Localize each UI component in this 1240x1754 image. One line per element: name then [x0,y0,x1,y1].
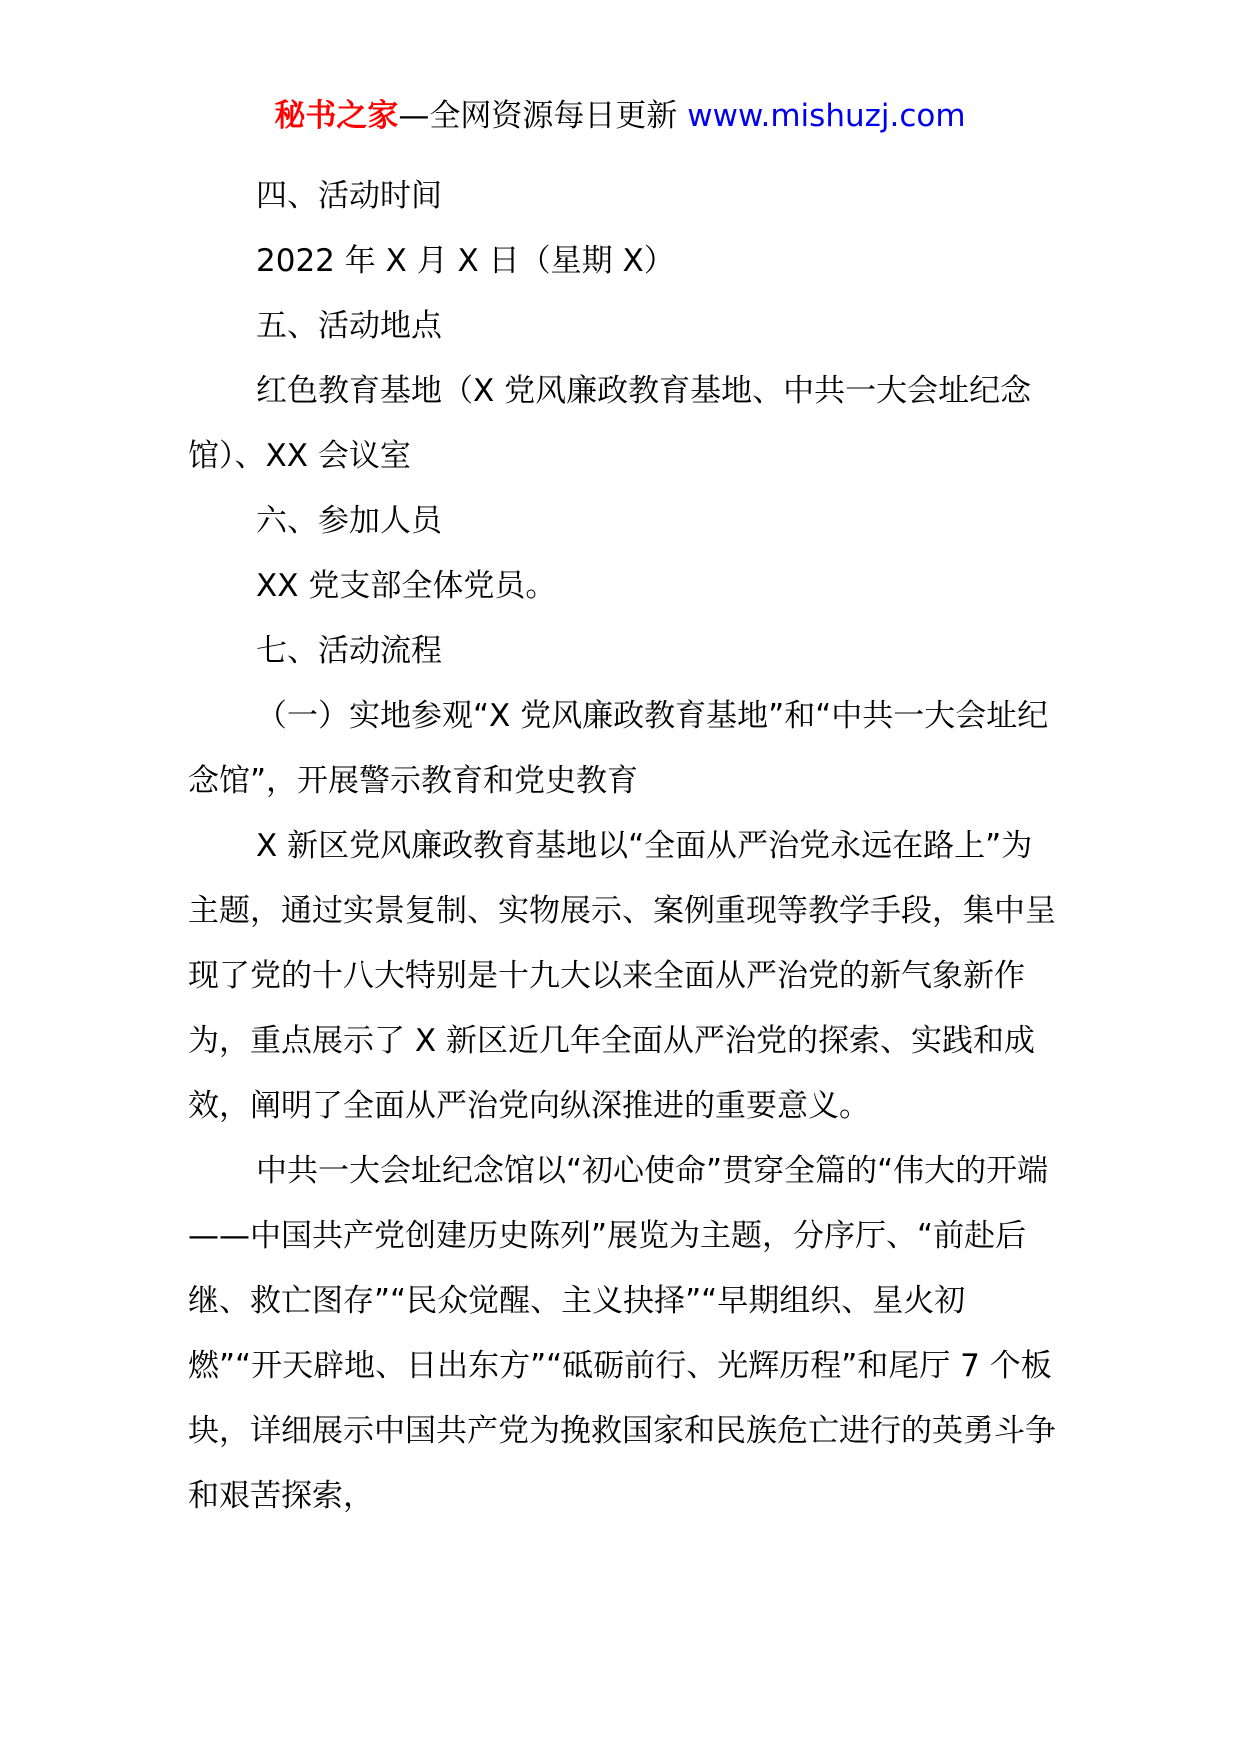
activity-participants: XX 党支部全体党员。 [256,568,557,604]
section-heading-process: 七、活动流程 [256,633,442,669]
site-url-link[interactable]: www.mishuzj.com [687,98,966,134]
activity-location: 红色教育基地（X 党风廉政教育基地、中共一大会址纪念馆）、XX 会议室 [188,373,1032,474]
site-tagline: —全网资源每日更新 [398,98,688,134]
document-body [188,164,1058,1529]
section-heading-location: 五、活动地点 [256,308,442,344]
page-header [0,96,1240,136]
subsection-heading-visit: （一）实地参观“X 党风廉政教育基地”和“中共一大会址纪念馆”，开展警示教育和党史教育 [188,698,1049,799]
site-brand: 秘书之家 [274,98,399,134]
body-paragraph: 中共一大会址纪念馆以“初心使命”贯穿全篇的“伟大的开端——中国共产党创建历史陈列”展览为主题，分序厅、“前赴后继、救亡图存”“民众觉醒、主义抉择”“早期组织、星火初燃”“开天辟地、日出东方”“砥砺前行、光辉历程”和尾厅 7 个板块，详细展示中国共产党为挽救国家和民族危亡进行的英勇斗争和艰苦探索， [188,1153,1056,1514]
section-heading-time: 四、活动时间 [256,178,442,214]
body-paragraph: X 新区党风廉政教育基地以“全面从严治党永远在路上”为主题，通过实景复制、实物展示、案例重现等教学手段，集中呈现了党的十八大特别是十九大以来全面从严治党的新气象新作为，重点展示了 X 新区近几年全面从严治党的探索、实践和成效，阐明了全面从严治党向纵深推进的重要意义。 [188,828,1056,1124]
section-heading-participants: 六、参加人员 [256,503,442,539]
activity-date: 2022 年 X 月 X 日（星期 X） [256,243,675,279]
